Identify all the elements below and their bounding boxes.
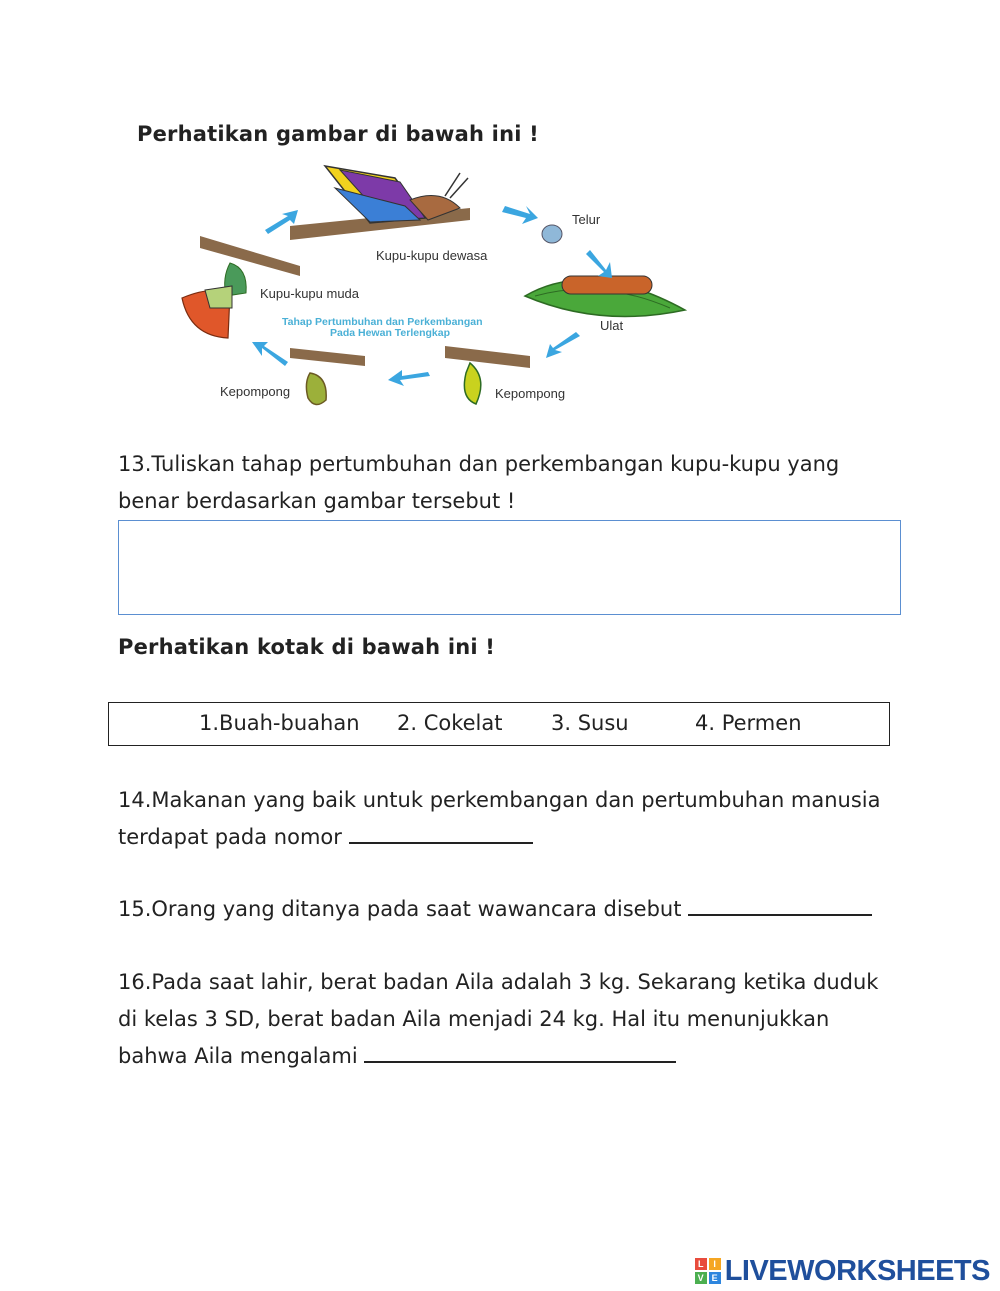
question-14-line2: terdapat pada nomor	[118, 825, 342, 849]
label-caterpillar: Ulat	[600, 318, 624, 333]
branch-shape	[200, 236, 300, 276]
arrow-left-icon	[388, 370, 430, 386]
logo-text: LIVEWORKSHEETS	[724, 1254, 990, 1287]
arrow-down-left-icon	[546, 332, 580, 358]
instruction-heading-box: Perhatikan kotak di bawah ini !	[118, 635, 496, 659]
answer-blank-16[interactable]	[364, 1039, 676, 1063]
food-option-3: 3. Susu	[551, 711, 629, 735]
question-16-line3: bahwa Aila mengalami	[118, 1044, 358, 1068]
young-butterfly-illustration	[182, 263, 246, 338]
branch-shape	[290, 348, 365, 366]
label-pupa-left: Kepompong	[220, 384, 291, 399]
question-15	[118, 891, 872, 928]
label-pupa-right: Kepompong	[495, 386, 566, 401]
instruction-heading-picture: Perhatikan gambar di bawah ini !	[137, 122, 539, 146]
question-14-line1: 14.Makanan yang baik untuk perkembangan dan pertumbuhan manusia	[118, 788, 881, 812]
answer-box-13[interactable]	[118, 520, 901, 615]
arrow-right-icon	[502, 206, 538, 224]
label-adult: Kupu-kupu dewasa	[376, 248, 488, 263]
label-egg: Telur	[572, 212, 601, 227]
question-16	[118, 964, 878, 1075]
answer-blank-15[interactable]	[688, 892, 872, 916]
question-13-line2: benar berdasarkan gambar tersebut !	[118, 489, 516, 513]
label-young: Kupu-kupu muda	[260, 286, 360, 301]
diagram-caption-line2: Pada Hewan Terlengkap	[330, 327, 451, 339]
question-16-line2: di kelas 3 SD, berat badan Aila menjadi 24 kg. Hal itu menunjukkan	[118, 1007, 830, 1031]
branch-shape	[445, 346, 530, 368]
arrow-down-icon	[586, 250, 612, 278]
question-15-line1: 15.Orang yang ditanya pada saat wawancara disebut	[118, 897, 682, 921]
question-13-line1: 13.Tuliskan tahap pertumbuhan dan perkembangan kupu-kupu yang	[118, 452, 840, 476]
pupa-green-illustration	[464, 363, 480, 404]
food-option-4: 4. Permen	[695, 711, 802, 735]
answer-blank-14[interactable]	[349, 820, 533, 844]
egg-illustration	[542, 225, 562, 243]
question-13	[118, 446, 839, 520]
question-16-line1: 16.Pada saat lahir, berat badan Aila adalah 3 kg. Sekarang ketika duduk	[118, 970, 879, 994]
question-14	[118, 782, 881, 856]
logo-tiles-icon: L I V E	[695, 1258, 721, 1284]
food-option-2: 2. Cokelat	[397, 711, 503, 735]
food-option-1: 1.Buah-buahan	[199, 711, 360, 735]
food-options-box	[108, 702, 890, 746]
pupa-left-illustration	[306, 373, 326, 405]
liveworksheets-logo	[695, 1256, 990, 1286]
butterfly-life-cycle-diagram	[170, 158, 700, 416]
caterpillar-illustration	[525, 276, 685, 316]
arrow-up-left-icon	[252, 342, 288, 366]
diagram-caption-line1: Tahap Pertumbuhan dan Perkembangan	[282, 316, 483, 328]
